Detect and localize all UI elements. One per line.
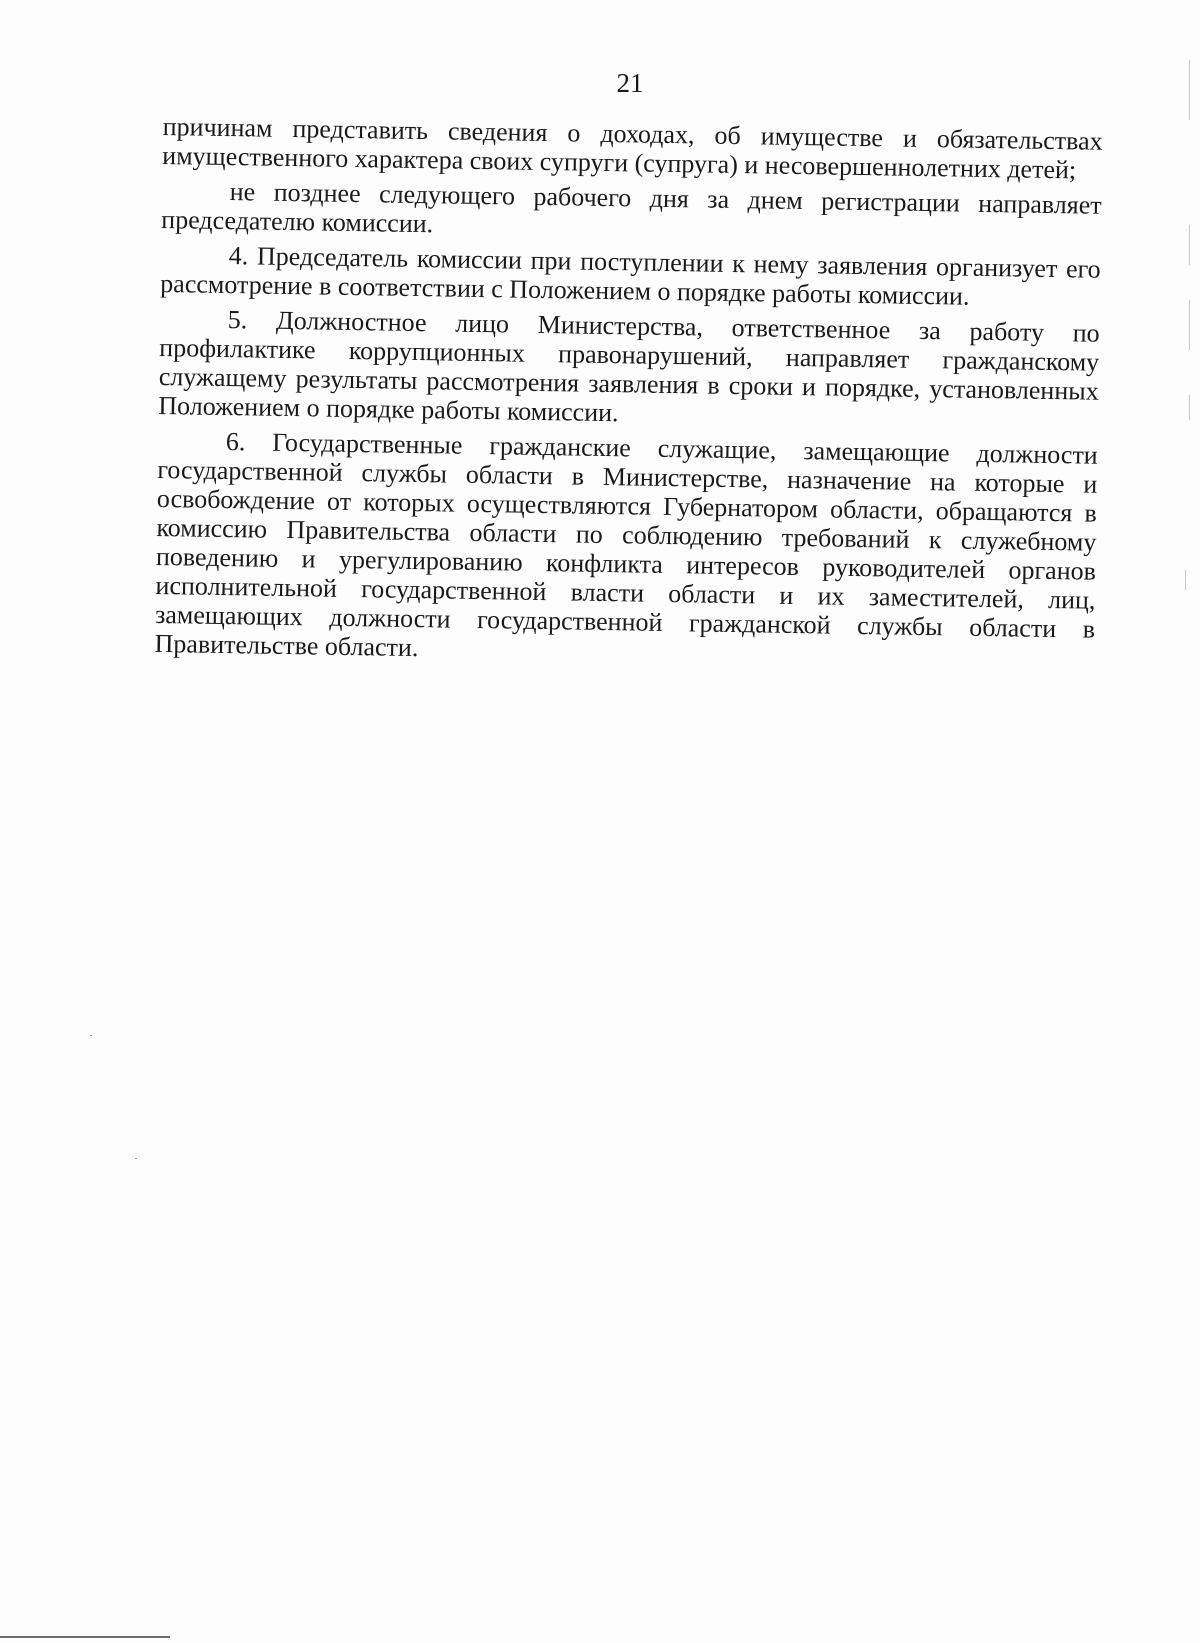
scan-edge-line xyxy=(1189,225,1190,265)
document-body xyxy=(154,112,1103,679)
scan-speck xyxy=(90,1035,92,1036)
scan-edge-line xyxy=(1189,395,1190,420)
scan-edge-line xyxy=(1185,570,1186,590)
paragraph-registration: не позднее следующего рабочего дня за днем регистрации направляет председателю комиссии. xyxy=(161,177,1102,239)
scan-speck xyxy=(135,1158,137,1159)
paragraph-item-5: 5. Должностное лицо Министерства, ответственное за работу по профилактике коррупционных правонарушений, направляет гражданскому служащему результаты рассмотрения заявления в сроки и порядке, установленных Положением о порядке работы комиссии. xyxy=(158,305,1100,428)
paragraph-continuation: причинам представить сведения о доходах, об имуществе и обязательствах имущественного характера своих супруги (супруга) и несовершеннолетних детей; xyxy=(162,112,1103,185)
paragraph-item-6: 6. Государственные гражданские служащие, замещающие должности государственной службы области в Министерстве, назначение на которые и освобождение от которых осуществляются Губернатором области, обращаются в комиссию Правительства области по соблюдению требований к служебному поведению и урегулированию конфликта интересов руководителей органов исполнительной государственной власти области и их заместителей, лиц, замещающих должности государственной гражданской службы области в Правительстве области. xyxy=(154,427,1098,663)
scan-edge-line xyxy=(1189,60,1190,120)
scan-bottom-line xyxy=(0,1636,170,1638)
page-number: 21 xyxy=(616,68,644,98)
paragraph-item-4: 4. Председатель комиссии при поступлении к нему заявления организует его рассмотрение в соответствии с Положением о порядке работы комиссии. xyxy=(160,241,1101,311)
scan-edge-line xyxy=(1189,300,1190,350)
